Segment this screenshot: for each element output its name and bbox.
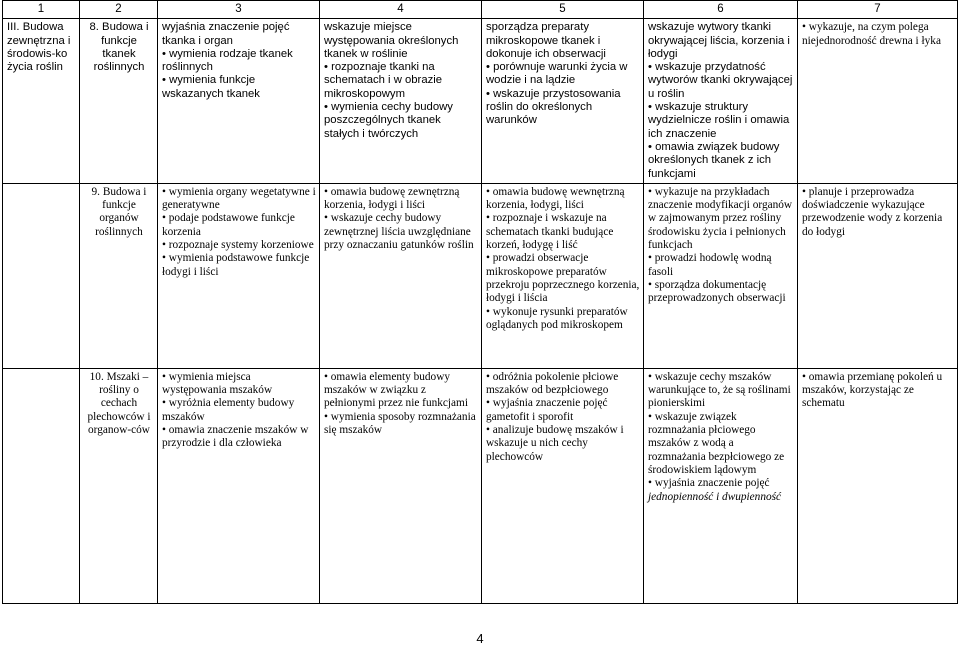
requirement-item: • wskazuje związek rozmnażania płciowego mszaków z wodą a rozmnażania bezpłciowego ze środowiskiem lądowym [648,411,794,477]
page-number: 4 [476,631,484,646]
requirement-list [324,371,478,437]
requirement-list [324,21,478,141]
column-header: 2 [80,1,158,19]
table-row [3,183,958,368]
requirement-list [324,186,478,252]
requirement-item: • rozpoznaje tkanki na schematach i w obrazie mikroskopowym [324,61,478,101]
requirement-item: • prowadzi obserwacje mikroskopowe preparatów przekroju poprzecznego korzenia, łodygi i liścia [486,252,640,305]
requirement-item: • rozpoznaje i wskazuje na schematach tkanki budujące korzeń, łodygę i liść [486,212,640,252]
requirement-item: • porównuje warunki życia w wodzie i na lądzie [486,61,640,88]
requirements-cell [644,183,798,368]
requirement-item: wskazuje miejsce występowania określonych tkanek w roślinie [324,21,459,60]
requirement-item: • planuje i przeprowadza doświadczenie wykazujące przewodzenie wody z korzenia do łodygi [802,186,954,239]
requirement-item: • sporządza dokumentację przeprowadzonych obserwacji [648,279,794,306]
requirement-list [486,186,640,332]
requirement-item: • wymienia podstawowe funkcje łodygi i liści [162,252,316,279]
column-header: 1 [3,1,80,19]
requirement-list [486,371,640,464]
requirements-cell [644,19,798,184]
requirement-list [802,21,954,48]
requirements-cell [482,368,644,603]
lesson-topic: 10. Mszaki – rośliny o cechach plechowców i organow-ców [80,368,158,603]
requirement-item: • omawia budowę wewnętrzną korzenia, łodygi, liści [486,186,640,213]
requirement-list [648,371,794,504]
requirement-list [648,186,794,306]
column-header: 3 [158,1,320,19]
requirement-item: sporządza preparaty mikroskopowe tkanek i dokonuje ich obserwacji [486,21,606,60]
column-header: 4 [320,1,482,19]
requirements-cell [320,183,482,368]
requirements-cell [158,19,320,184]
requirement-item: • wyjaśnia znaczenie pojęć [648,477,794,490]
requirement-item: • prowadzi hodowlę wodną fasoli [648,252,794,279]
requirement-item: • wyjaśnia znaczenie pojęć gametofit i sporofit [486,397,640,424]
requirement-item: • wskazuje cechy mszaków warunkujące to, że są roślinami pionierskimi [648,371,794,411]
requirement-list [162,21,316,101]
requirement-item: • wymienia rodzaje tkanek roślinnych [162,48,316,75]
requirement-item: • wyróżnia elementy budowy mszaków [162,397,316,424]
requirement-list [648,21,794,181]
requirement-item: • wymienia cechy budowy poszczególnych tkanek stałych i twórczych [324,101,478,141]
requirements-cell [798,368,958,603]
requirement-item: • omawia znaczenie mszaków w przyrodzie i dla człowieka [162,424,316,451]
column-header: 5 [482,1,644,19]
requirement-list [802,371,954,411]
lesson-topic: 9. Budowa i funkcje organów roślinnych [80,183,158,368]
section-title [3,368,80,603]
curriculum-table [2,0,958,604]
requirement-item: • analizuje budowę mszaków i wskazuje u nich cechy plechowców [486,424,640,464]
requirements-cell [644,368,798,603]
requirements-cell [798,19,958,184]
requirements-cell [482,19,644,184]
requirement-item: • rozpoznaje systemy korzeniowe [162,239,316,252]
section-title: III. Budowa zewnętrzna i środowis-ko życia roślin [3,19,80,184]
requirement-item: • odróżnia pokolenie płciowe mszaków od bezpłciowego [486,371,640,398]
requirement-item: • wskazuje przydatność wytworów tkanki okrywającej u roślin [648,61,794,101]
header-row [3,1,958,19]
requirement-item: jednopienność i dwupienność [648,490,782,503]
requirements-cell [320,368,482,603]
requirement-item: wyjaśnia znaczenie pojęć tkanka i organ [162,21,290,47]
requirements-cell [158,368,320,603]
column-header: 7 [798,1,958,19]
table-row [3,19,958,184]
requirement-item: • omawia przemianę pokoleń u mszaków, korzystając ze schematu [802,371,954,411]
requirement-item: • wymienia sposoby rozmnażania się mszaków [324,411,478,438]
requirement-item: • omawia budowę zewnętrzną korzenia, łodygi i liści [324,186,478,213]
requirement-list [486,21,640,127]
requirement-item: • omawia elementy budowy mszaków w związku z pełnionymi przez nie funkcjami [324,371,478,411]
requirement-list [802,186,954,239]
lesson-topic: 8. Budowa i funkcje tkanek roślinnych [80,19,158,184]
requirement-item: • wskazuje cechy budowy zewnętrznej liścia uwzględniane przy oznaczaniu gatunków roślin [324,212,478,252]
table-row [3,368,958,603]
requirements-cell [798,183,958,368]
requirement-item: • wykazuje, na czym polega niejednorodność drewna i łyka [802,21,954,48]
requirement-item: • wykonuje rysunki preparatów oglądanych pod mikroskopem [486,306,640,333]
requirement-list [162,371,316,451]
requirement-item: • omawia związek budowy określonych tkanek z ich funkcjami [648,141,794,181]
requirements-cell [482,183,644,368]
requirement-item: • wskazuje struktury wydzielnicze roślin i omawia ich znaczenie [648,101,794,141]
requirement-item: • podaje podstawowe funkcje korzenia [162,212,316,239]
requirement-list [162,186,316,279]
requirement-item: wskazuje wytwory tkanki okrywającej liścia, korzenia i łodygi [648,21,790,60]
requirement-item: • wymienia miejsca występowania mszaków [162,371,316,398]
requirement-item: • wskazuje przystosowania roślin do określonych warunków [486,88,640,128]
section-title [3,183,80,368]
column-header: 6 [644,1,798,19]
requirements-cell [158,183,320,368]
requirement-item: • wymienia funkcje wskazanych tkanek [162,74,316,101]
requirements-cell [320,19,482,184]
requirement-item: • wymienia organy wegetatywne i generatywne [162,186,316,213]
requirement-item: • wykazuje na przykładach znaczenie modyfikacji organów w zajmowanym przez rośliny środowisku życia i pełnionych funkcjach [648,186,794,252]
